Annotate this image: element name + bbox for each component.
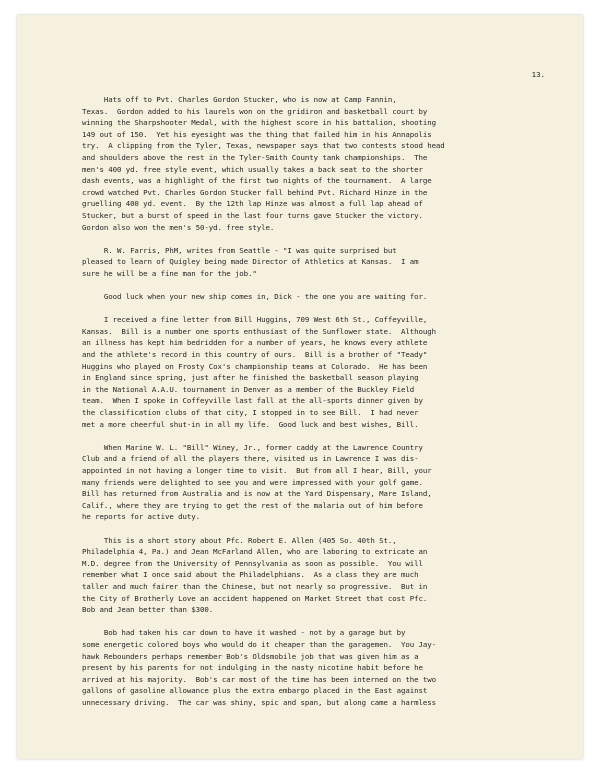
- text-line: arrived at his majority. Bob's car most of the time has been interned on the two: [82, 674, 436, 684]
- paragraph: [82, 291, 548, 303]
- text-line: Gordon also won the men's 50-yd. free style.: [82, 222, 275, 232]
- text-line: team. When I spoke in Coffeyville last fall at the all-sports dinner given by: [82, 396, 423, 406]
- text-line: Kansas. Bill is a number one sports enthusiast of the Sunflower state. Although: [82, 326, 436, 336]
- text-line: R. W. Farris, PhM, writes from Seattle - "I was quite surprised but: [82, 245, 397, 255]
- page-body: [82, 94, 548, 720]
- text-line: men's 400 yd. free style event, which usually takes a back seat to the shorter: [82, 164, 423, 174]
- text-line: winning the Sharpshooter Medal, with the highest score in his battalion, shooting: [82, 118, 436, 128]
- text-line: hawk Rebounders perhaps remember Bob's Oldsmobile job that was given him as a: [82, 651, 419, 661]
- paragraph: [82, 94, 548, 233]
- text-line: Good luck when your new ship comes in, Dick - the one you are waiting for.: [82, 292, 428, 302]
- text-line: the classification clubs of that city, I stopped in to see Bill. I had never: [82, 408, 419, 418]
- text-line: 149 out of 150. Yet his eyesight was the thing that failed him in his Annapolis: [82, 129, 432, 139]
- text-line: unnecessary driving. The car was shiny, spic and span, but along came a harmless: [82, 697, 436, 707]
- text-line: met a more cheerful shut-in in all my life. Good luck and best wishes, Bill.: [82, 419, 419, 429]
- text-line: Texas. Gordon added to his laurels won on the gridiron and basketball court by: [82, 106, 428, 116]
- paragraph: [82, 627, 548, 708]
- text-line: gruelling 400 yd. event. By the 12th lap Hinze was almost a full lap ahead of: [82, 199, 423, 209]
- text-line: some energetic colored boys who would do it cheaper than the garagemen. You Jay-: [82, 639, 436, 649]
- text-line: in England since spring, just after he finished the basketball season playing: [82, 373, 419, 383]
- text-line: Bob and Jean better than $300.: [82, 605, 214, 615]
- text-line: in the National A.A.U. tournament in Denver as a member of the Buckley Field: [82, 384, 415, 394]
- text-line: an illness has kept him bedridden for a number of years, he knows every athlete: [82, 338, 428, 348]
- paragraph: [82, 535, 548, 616]
- text-line: and shoulders above the rest in the Tyler-Smith County tank championships. The: [82, 152, 428, 162]
- text-line: try. A clipping from the Tyler, Texas, newspaper says that two contests stood head: [82, 141, 445, 151]
- paragraph: [82, 314, 548, 430]
- paragraph: [82, 442, 548, 523]
- text-line: Stucker, but a burst of speed in the last four turns gave Stucker the victory.: [82, 210, 423, 220]
- text-line: Bob had taken his car down to have it washed - not by a garage but by: [82, 628, 406, 638]
- text-line: When Marine W. L. "Bill" Winey, Jr., former caddy at the Lawrence Country: [82, 442, 423, 452]
- text-line: he reports for active duty.: [82, 512, 200, 522]
- text-line: dash events, was a highlight of the first two nights of the tournament. A large: [82, 176, 432, 186]
- document-page: [17, 15, 583, 759]
- text-line: appointed in not having a longer time to visit. But from all I hear, Bill, your: [82, 466, 432, 475]
- text-line: sure he will be a fine man for the job.": [82, 268, 257, 278]
- text-line: Calif., where they are trying to get the rest of the malaria out of him before: [82, 500, 423, 510]
- text-line: many friends were delighted to see you and were impressed with your golf game.: [82, 477, 423, 487]
- text-line: M.D. degree from the University of Pennsylvania as soon as possible. You will: [82, 558, 423, 568]
- page-number: 13.: [531, 70, 545, 79]
- text-line: Bill has returned from Australia and is now at the Yard Dispensary, Mare Island,: [82, 489, 432, 499]
- text-line: Huggins who played on Frosty Cox's championship teams at Colorado. He has been: [82, 361, 428, 371]
- text-line: Club and a friend of all the players there, visited us in Lawrence I was dis-: [82, 454, 419, 464]
- text-line: taller and much fairer than the Chinese, but not nearly so progressive. But in: [82, 581, 428, 591]
- text-line: This is a short story about Pfc. Robert E. Allen (405 So. 40th St.,: [82, 535, 397, 545]
- text-line: Hats off to Pvt. Charles Gordon Stucker, who is now at Camp Fannin,: [82, 95, 397, 104]
- text-line: I received a fine letter from Bill Huggins, 709 West 6th St., Coffeyville,: [82, 315, 428, 325]
- text-line: present by his parents for not indulging in the nasty nicotine habit before he: [82, 663, 423, 673]
- paragraph: [82, 245, 548, 280]
- text-line: gallons of gasoline allowance plus the extra embargo placed in the East against: [82, 686, 428, 696]
- text-line: Philadelphia 4, Pa.) and Jean McFarland Allen, who are laboring to extricate an: [82, 547, 428, 557]
- text-line: and the athlete's record in this country of ours. Bill is a brother of "Teady": [82, 350, 428, 360]
- text-line: the City of Brotherly Love an accident happened on Market Street that cost Pfc.: [82, 593, 428, 603]
- text-line: crowd watched Pvt. Charles Gordon Stucker fall behind Pvt. Richard Hinze in the: [82, 187, 428, 197]
- text-line: pleased to learn of Quigley being made Director of Athletics at Kansas. I am: [82, 257, 419, 267]
- text-line: remember what I once said about the Philadelphians. As a class they are much: [82, 570, 419, 580]
